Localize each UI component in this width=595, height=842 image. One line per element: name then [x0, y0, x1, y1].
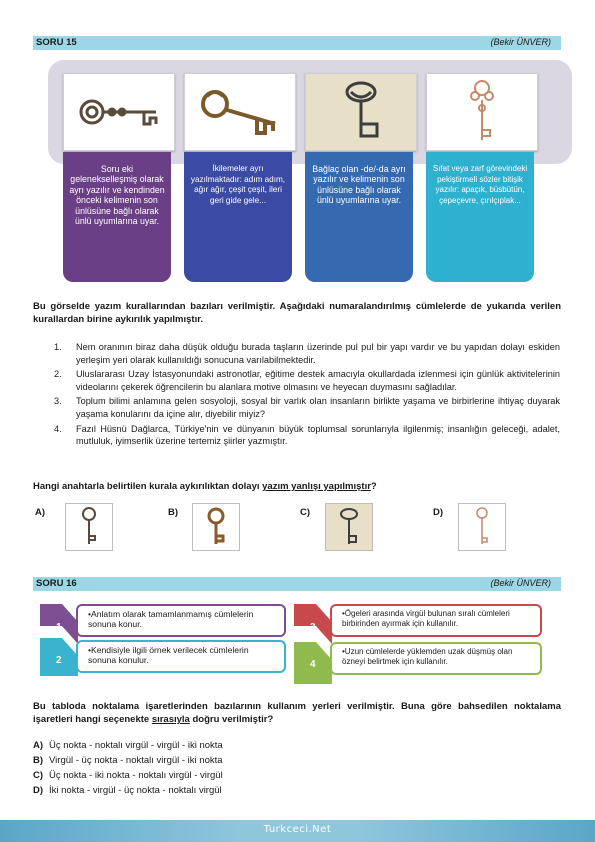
row-number-4: 4	[310, 659, 316, 670]
question-15-header	[33, 36, 561, 50]
question-15-prompt: Hangi anahtarla belirtilen kurala aykırılıktan dolayı yazım yanlışı yapılmıştır?	[33, 481, 377, 492]
rule-row-4: •Uzun cümlelerde yüklemden uzak düşmüş olan özneyi belirtmek için kullanılır.	[330, 642, 542, 675]
option-c-key-image[interactable]	[325, 503, 373, 551]
option-a-label[interactable]: A)	[35, 507, 46, 518]
rule-card-2: İkilemeler ayrı yazılmaktadır: adım adım, ağır ağır, çeşit çeşit, ileri geri gide gele...	[184, 152, 292, 282]
key-image-1	[63, 73, 175, 151]
answer-option-c[interactable]: C) Üç nokta - iki nokta - noktalı virgül - virgül	[33, 770, 223, 781]
question-number: SORU 15	[36, 37, 77, 48]
sentence-item: 2. Uluslararası Uzay İstasyonundaki astronotlar, eğitime destek amacıyla okullardada izlenmesi için günlük aktivitelerinin videolarını çekerek öğrencilerin bu alanlara motive olmasını ve heyecan duymasını sağladılar.	[54, 369, 560, 392]
option-c-label[interactable]: C)	[300, 507, 311, 518]
row-number-1: 1	[56, 622, 62, 633]
question-author: (Bekir ÜNVER)	[490, 578, 551, 588]
key-image-2	[184, 73, 296, 151]
option-a-key-image[interactable]	[65, 503, 113, 551]
rule-row-1: •Anlatım olarak tamamlanmamış cümlelerin sonuna konur.	[76, 604, 286, 637]
option-b-key-image[interactable]	[192, 503, 240, 551]
answer-option-a[interactable]: A) Üç nokta - noktalı virgül - virgül - iki nokta	[33, 740, 223, 751]
rule-card-3: Bağlaç olan -de/-da ayrı yazılır ve kelimenin son ünlüsüne bağlı olarak ünlü uyumlarına uyar.	[305, 152, 413, 282]
sentence-item: 1. Nem oranının biraz daha düşük olduğu burada taşların üzerinde pul pul bir yapı vardır ve bu yapıdan dolayı eskiden yerleşim yeri olarak kullanıldığı sonucuna varılabilmektedir.	[54, 342, 560, 365]
rule-card-4: Sıfat veya zarf görevindeki pekiştirmeli sözler bitişik yazılır: apaçık, büsbütün, çepeçevre, çırılçıplak...	[426, 152, 534, 282]
option-d-label[interactable]: D)	[433, 507, 444, 518]
question-15-intro: Bu görselde yazım kurallarından bazıları verilmiştir. Aşağıdaki numaralandırılmış cümlelerde de yukarıda verilen kurallardan birine aykırılık yapılmıştır.	[33, 301, 561, 325]
footer-band	[0, 820, 595, 842]
row-number-3: 3	[310, 622, 316, 633]
sentence-item: 4. Fazıl Hüsnü Dağlarca, Türkiye'nin ve dünyanın büyük toplumsal sorunlarıyla ilgilenmiş; insanlığın geleceği, adalet, mutluluk, iyimserlik üzerine tertemiz şiirler yazmıştır.	[54, 423, 560, 447]
question-16-header	[33, 577, 561, 591]
footer-site-name[interactable]: Turkceci.Net	[263, 824, 332, 835]
rule-row-3: •Ögeleri arasında virgül bulunan sıralı cümleleri birbirinden ayırmak için kullanılır.	[330, 604, 542, 637]
option-d-key-image[interactable]	[458, 503, 506, 551]
sentence-list	[52, 341, 560, 450]
option-b-label[interactable]: B)	[168, 507, 179, 518]
question-16-prompt: Bu tabloda noktalama işaretlerinden bazılarının kullanım yerleri verilmiştir. Buna göre bahsedilen noktalama işaretleri hangi seçenekte sırasıyla doğru verilmiştir?	[33, 701, 561, 725]
rule-row-2: •Kendisiyle ilgili örnek verilecek cümlelerin sonuna konulur.	[76, 640, 286, 673]
rule-card-1: Soru eki gelenekselleşmiş olarak ayrı yazılır ve kendinden önceki kelimenin son ünlüsüne bağlı olarak ünlü uyumlarına uyar.	[63, 152, 171, 282]
answer-option-d[interactable]: D) İki nokta - virgül - üç nokta - noktalı virgül	[33, 785, 222, 796]
key-image-4	[426, 73, 538, 151]
question-author: (Bekir ÜNVER)	[490, 37, 551, 47]
key-image-3	[305, 73, 417, 151]
sentence-item: 3. Toplum bilimi anlamına gelen sosyoloji, sosyal bir varlık olan insanların birlikte yaşama ve birbirlerine ihtiyaç duyarak yaşama konularını da içine alır, diyebilir miyiz?	[54, 396, 560, 419]
row-number-2: 2	[56, 655, 62, 666]
question-number: SORU 16	[36, 578, 77, 589]
answer-option-b[interactable]: B) Virgül - üç nokta - noktalı virgül - iki nokta	[33, 755, 223, 766]
chevron-3-4	[294, 604, 332, 684]
